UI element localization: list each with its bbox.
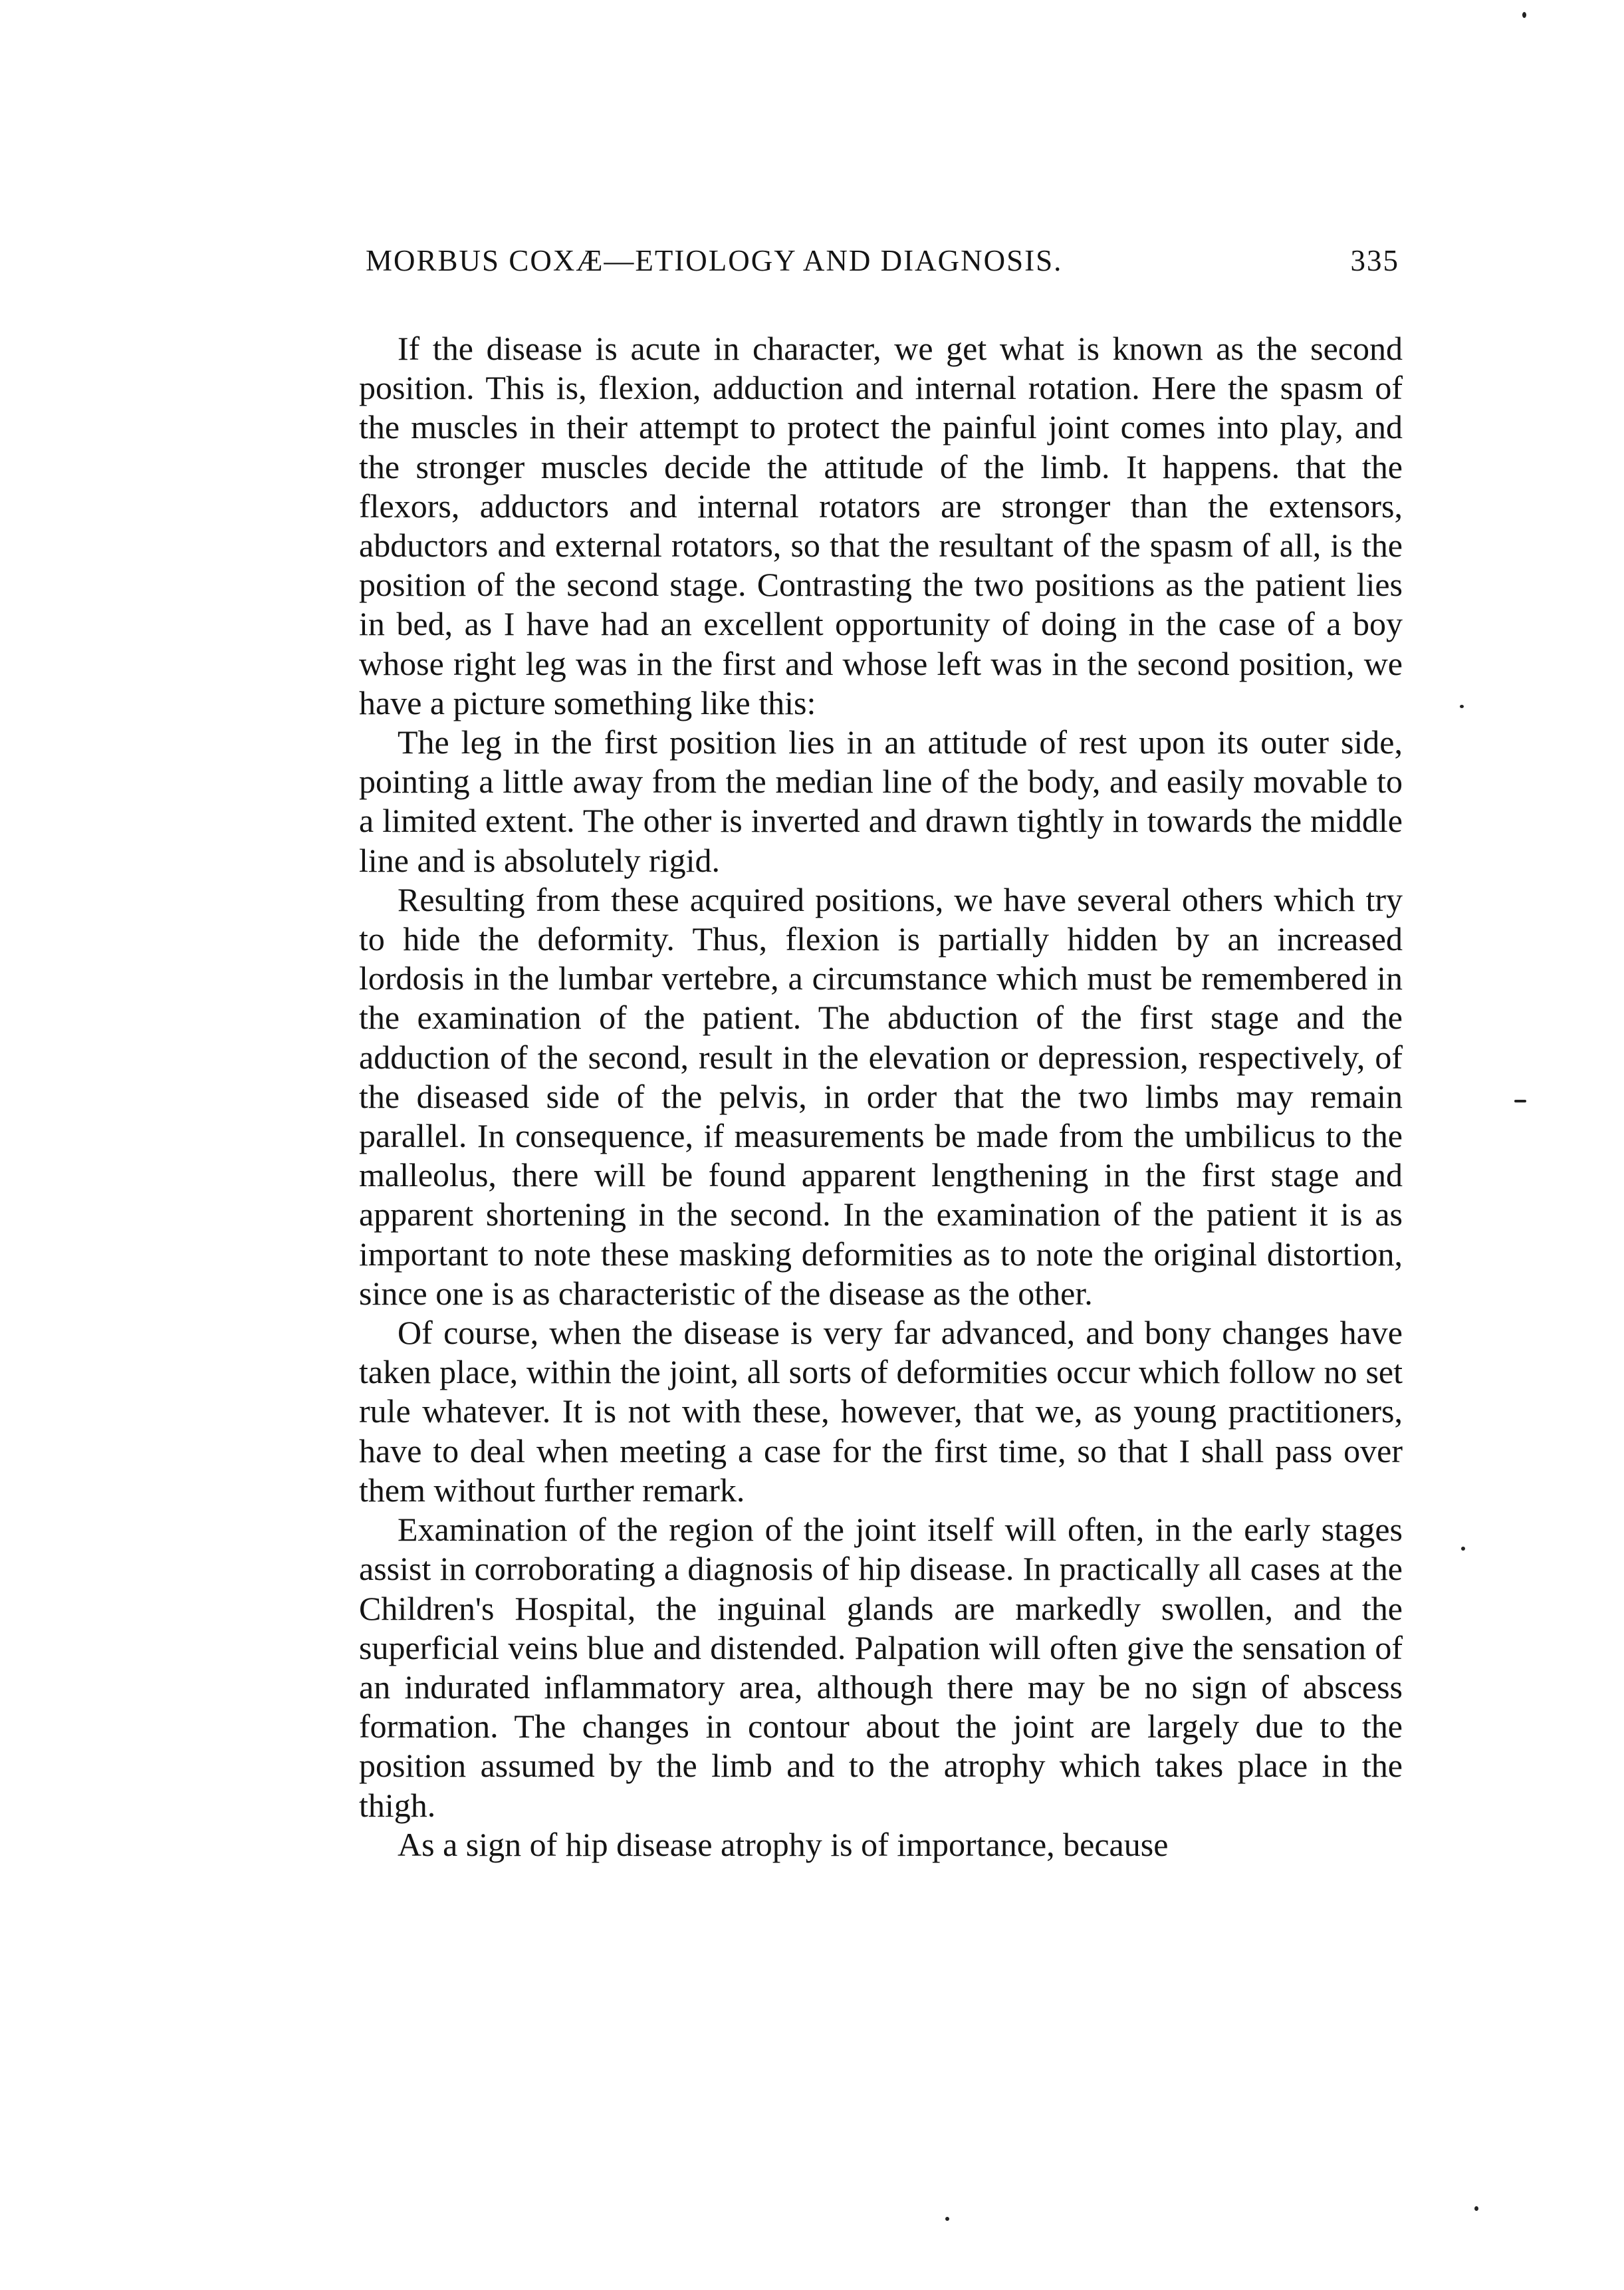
scan-speck bbox=[1461, 1547, 1465, 1551]
paragraph: Resulting from these acquired positions, we have several others which try to hide the deformity. Thus, flexion is partially hidden by an increased lordosis in the lumbar vertebre, a circumstance which must be remembered in the examination of the patient. The abduction of the first stage and the adduction of the second, result in the elevation or depression, respectively, of the diseased side of the pelvis, in order that the two limbs may remain parallel. In consequence, if measurements be made from the umbilicus to the malleolus, there will be found apparent lengthening in the first stage and apparent shortening in the second. In the examination of the patient it is as important to note these masking deformities as to note the original distortion, since one is as characteristic of the disease as the other. bbox=[359, 880, 1403, 1312]
body-text bbox=[359, 329, 1403, 1864]
paragraph: The leg in the first position lies in an attitude of rest upon its outer side, pointing a little away from the median line of the body, and easily movable to a limited extent. The other is inverted and drawn tightly in towards the middle line and is absolutely rigid. bbox=[359, 723, 1403, 879]
paragraph: If the disease is acute in character, we get what is known as the second position. This is, flexion, adduction and internal rotation. Here the spasm of the muscles in their attempt to protect the painful joint comes into play, and the stronger muscles decide the attitude of the limb. It happens. that the flexors, adductors and internal rotators are stronger than the extensors, abductors and external rotators, so that the resultant of the spasm of all, is the position of the second stage. Contrasting the two positions as the patient lies in bed, as I have had an excellent opportunity of doing in the case of a boy whose right leg was in the first and whose left was in the second position, we have a picture something like this: bbox=[359, 330, 1403, 721]
scan-speck bbox=[945, 2217, 949, 2221]
page-number: 335 bbox=[1350, 244, 1399, 277]
paragraph: Examination of the region of the joint itself will often, in the early stages assist in corroborating a diagnosis of hip disease. In practically all cases at the Children's Hospital, the inguinal glands are markedly swollen, and the superficial veins blue and distended. Palpation will often give the sensation of an indurated inflammatory area, although there may be no sign of abscess formation. The changes in contour about the joint are largely due to the position assumed by the limb and to the atrophy which takes place in the thigh. bbox=[359, 1511, 1403, 1824]
running-head-title: MORBUS COXÆ—ETIOLOGY AND DIAGNOSIS. bbox=[366, 244, 1063, 277]
paragraph: Of course, when the disease is very far advanced, and bony changes have taken place, within the joint, all sorts of deformities occur which follow no set rule whatever. It is not with these, however, that we, as young practitioners, have to deal when meeting a case for the first time, so that I shall pass over them without further remark. bbox=[359, 1314, 1403, 1509]
scan-speck bbox=[1514, 1100, 1526, 1102]
scan-speck bbox=[1460, 705, 1464, 708]
scan-speck bbox=[1474, 2206, 1478, 2211]
page-content bbox=[359, 0, 1403, 2290]
scan-speck bbox=[1522, 12, 1526, 18]
paragraph: As a sign of hip disease atrophy is of importance, because bbox=[398, 1825, 1169, 1863]
